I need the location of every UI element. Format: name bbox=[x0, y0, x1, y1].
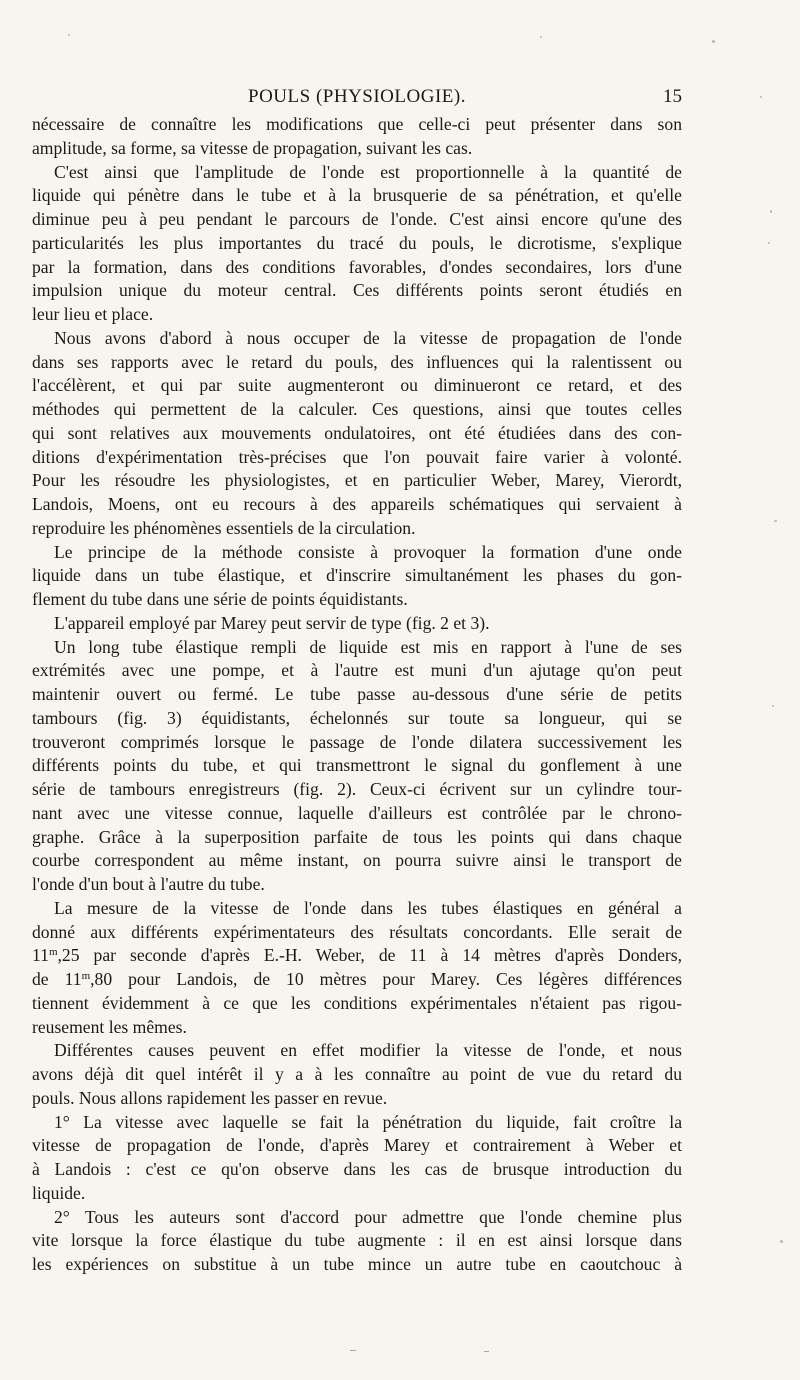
scan-speck bbox=[780, 1240, 783, 1243]
running-title: POULS (PHYSIOLOGIE). bbox=[248, 86, 466, 107]
text-line: Un long tube élastique rempli de liquide est mis en rapport à l'une de ses bbox=[54, 636, 682, 657]
scan-speck bbox=[760, 96, 762, 98]
text-line: vitesse de propagation de l'onde, d'après Marey et contrairement à Weber et bbox=[32, 1135, 682, 1156]
text-line: tambours (fig. 3) équidistants, échelonnés sur toute sa longueur, qui se bbox=[32, 707, 682, 728]
text-line: leur lieu et place. bbox=[32, 304, 154, 324]
text-line: de 11$^m$,80 pour Landois, de 10 mètres pour Marey. Ces légères différences bbox=[32, 969, 682, 989]
text-line: par la formation, dans des conditions favorables, d'ondes secondaires, lors d'une bbox=[32, 256, 682, 277]
text-line: graphe. Grâce à la superposition parfaite de tous les points qui dans chaque bbox=[32, 826, 682, 847]
text-line: flement du tube dans une série de points équidistants. bbox=[32, 589, 408, 609]
text-line: méthodes qui permettent de la calculer. Ces questions, ainsi que toutes celles bbox=[32, 399, 682, 419]
text-line: l'accélèrent, et qui par suite augmenteront ou diminueront ce retard, et des bbox=[32, 375, 682, 396]
text-line: impulsion unique du moteur central. Ces différents points seront étudiés en bbox=[32, 280, 682, 301]
text-line: les expériences on substitue à un tube mince un autre tube en caoutchouc à bbox=[32, 1254, 682, 1274]
text-line: vite lorsque la force élastique du tube augmente : il en est ainsi lorsque dans bbox=[32, 1230, 682, 1251]
scan-speck bbox=[774, 520, 777, 522]
text-line: reproduire les phénomènes essentiels de la circulation. bbox=[32, 517, 416, 538]
text-line: maintenir ouvert ou fermé. Le tube passe au-dessous d'une série de petits bbox=[32, 684, 682, 704]
text-line: qui sont relatives aux mouvements ondulatoires, ont été étudiées dans des con- bbox=[32, 422, 682, 443]
text-line: particularités les plus importantes du tracé du pouls, le dicrotisme, s'explique bbox=[32, 232, 682, 253]
text-line: L'appareil employé par Marey peut servir de type (fig. 2 et 3). bbox=[54, 612, 490, 633]
text-line: C'est ainsi que l'amplitude de l'onde est proportionnelle à la quantité de bbox=[54, 161, 682, 182]
text-line: La mesure de la vitesse de l'onde dans les tubes élastiques en général a bbox=[54, 897, 682, 918]
scan-speck bbox=[772, 705, 774, 707]
text-line: reusement les mêmes. bbox=[32, 1016, 187, 1037]
text-line: l'onde d'un bout à l'autre du tube. bbox=[32, 874, 265, 894]
text-line: série de tambours enregistreurs (fig. 2). Ceux-ci écrivent sur un cylindre tour- bbox=[32, 779, 682, 799]
text-line: diminue peu à peu pendant le parcours de l'onde. C'est ainsi encore qu'une des bbox=[32, 209, 682, 229]
running-head bbox=[32, 86, 682, 110]
text-line: nécessaire de connaître les modifications que celle-ci peut présenter dans son bbox=[32, 114, 682, 134]
text-line: pouls. Nous allons rapidement les passer en revue. bbox=[32, 1087, 388, 1108]
text-line: liquide. bbox=[32, 1182, 86, 1203]
text-line: trouveront comprimés lorsque le passage de l'onde dilatera successivement les bbox=[32, 731, 682, 752]
text-line: Landois, Moens, ont eu recours à des appareils schématiques qui servaient à bbox=[32, 494, 682, 514]
text-line: nant avec une vitesse connue, laquelle d'ailleurs est contrôlée par le chrono- bbox=[32, 802, 682, 823]
scan-speck bbox=[768, 242, 770, 244]
text-line: courbe correspondent au même instant, on pourra suivre ainsi le transport de bbox=[32, 850, 682, 871]
text-line: Le principe de la méthode consiste à provoquer la formation d'une onde bbox=[54, 541, 682, 562]
text-line: à Landois : c'est ce qu'on observe dans les cas de brusque introduction du bbox=[32, 1159, 682, 1179]
scan-speck bbox=[770, 210, 772, 213]
text-line: 11$^m$,25 par seconde d'après E.-H. Weber, de 11 à 14 mètres d'après Donders, bbox=[32, 945, 682, 966]
text-line: tiennent évidemment à ce que les conditions expérimentales n'étaient pas rigou- bbox=[32, 992, 682, 1013]
page-number: 15 bbox=[663, 86, 682, 107]
scan-speck bbox=[712, 40, 715, 43]
text-line: ditions d'expérimentation très-précises que l'on pouvait faire varier à volonté. bbox=[32, 446, 682, 467]
text-line: amplitude, sa forme, sa vitesse de propagation, suivant les cas. bbox=[32, 137, 473, 158]
text-line: différents points du tube, et qui transmettront le signal du gonflement à une bbox=[32, 755, 682, 776]
scan-mark bbox=[484, 1351, 489, 1352]
text-line: Pour les résoudre les physiologistes, et en particulier Weber, Marey, Vierordt, bbox=[32, 470, 682, 491]
scan-speck bbox=[68, 34, 70, 36]
text-line: Nous avons d'abord à nous occuper de la vitesse de propagation de l'onde bbox=[54, 327, 682, 348]
text-line: extrémités avec une pompe, et à l'autre est muni d'un ajutage qu'on peut bbox=[32, 660, 682, 681]
body-text bbox=[32, 113, 682, 1277]
text-line: dans ses rapports avec le retard du pouls, des influences qui la ralentissent ou bbox=[32, 351, 682, 372]
text-line: donné aux différents expérimentateurs des résultats concordants. Elle serait de bbox=[32, 921, 682, 942]
text-line: 2° Tous les auteurs sont d'accord pour admettre que l'onde chemine plus bbox=[54, 1206, 682, 1227]
text-line: liquide qui pénètre dans le tube et à la brusquerie de sa pénétration, et qu'elle bbox=[32, 185, 682, 206]
text-line: 1° La vitesse avec laquelle se fait la pénétration du liquide, fait croître la bbox=[54, 1111, 682, 1132]
scan-speck bbox=[540, 36, 542, 38]
scan-mark bbox=[350, 1350, 356, 1351]
text-line: liquide dans un tube élastique, et d'inscrire simultanément les phases du gon- bbox=[32, 565, 682, 586]
text-line: avons déjà dit quel intérêt il y a à les connaître au point de vue du retard du bbox=[32, 1064, 682, 1084]
text-line: Différentes causes peuvent en effet modifier la vitesse de l'onde, et nous bbox=[54, 1040, 682, 1061]
